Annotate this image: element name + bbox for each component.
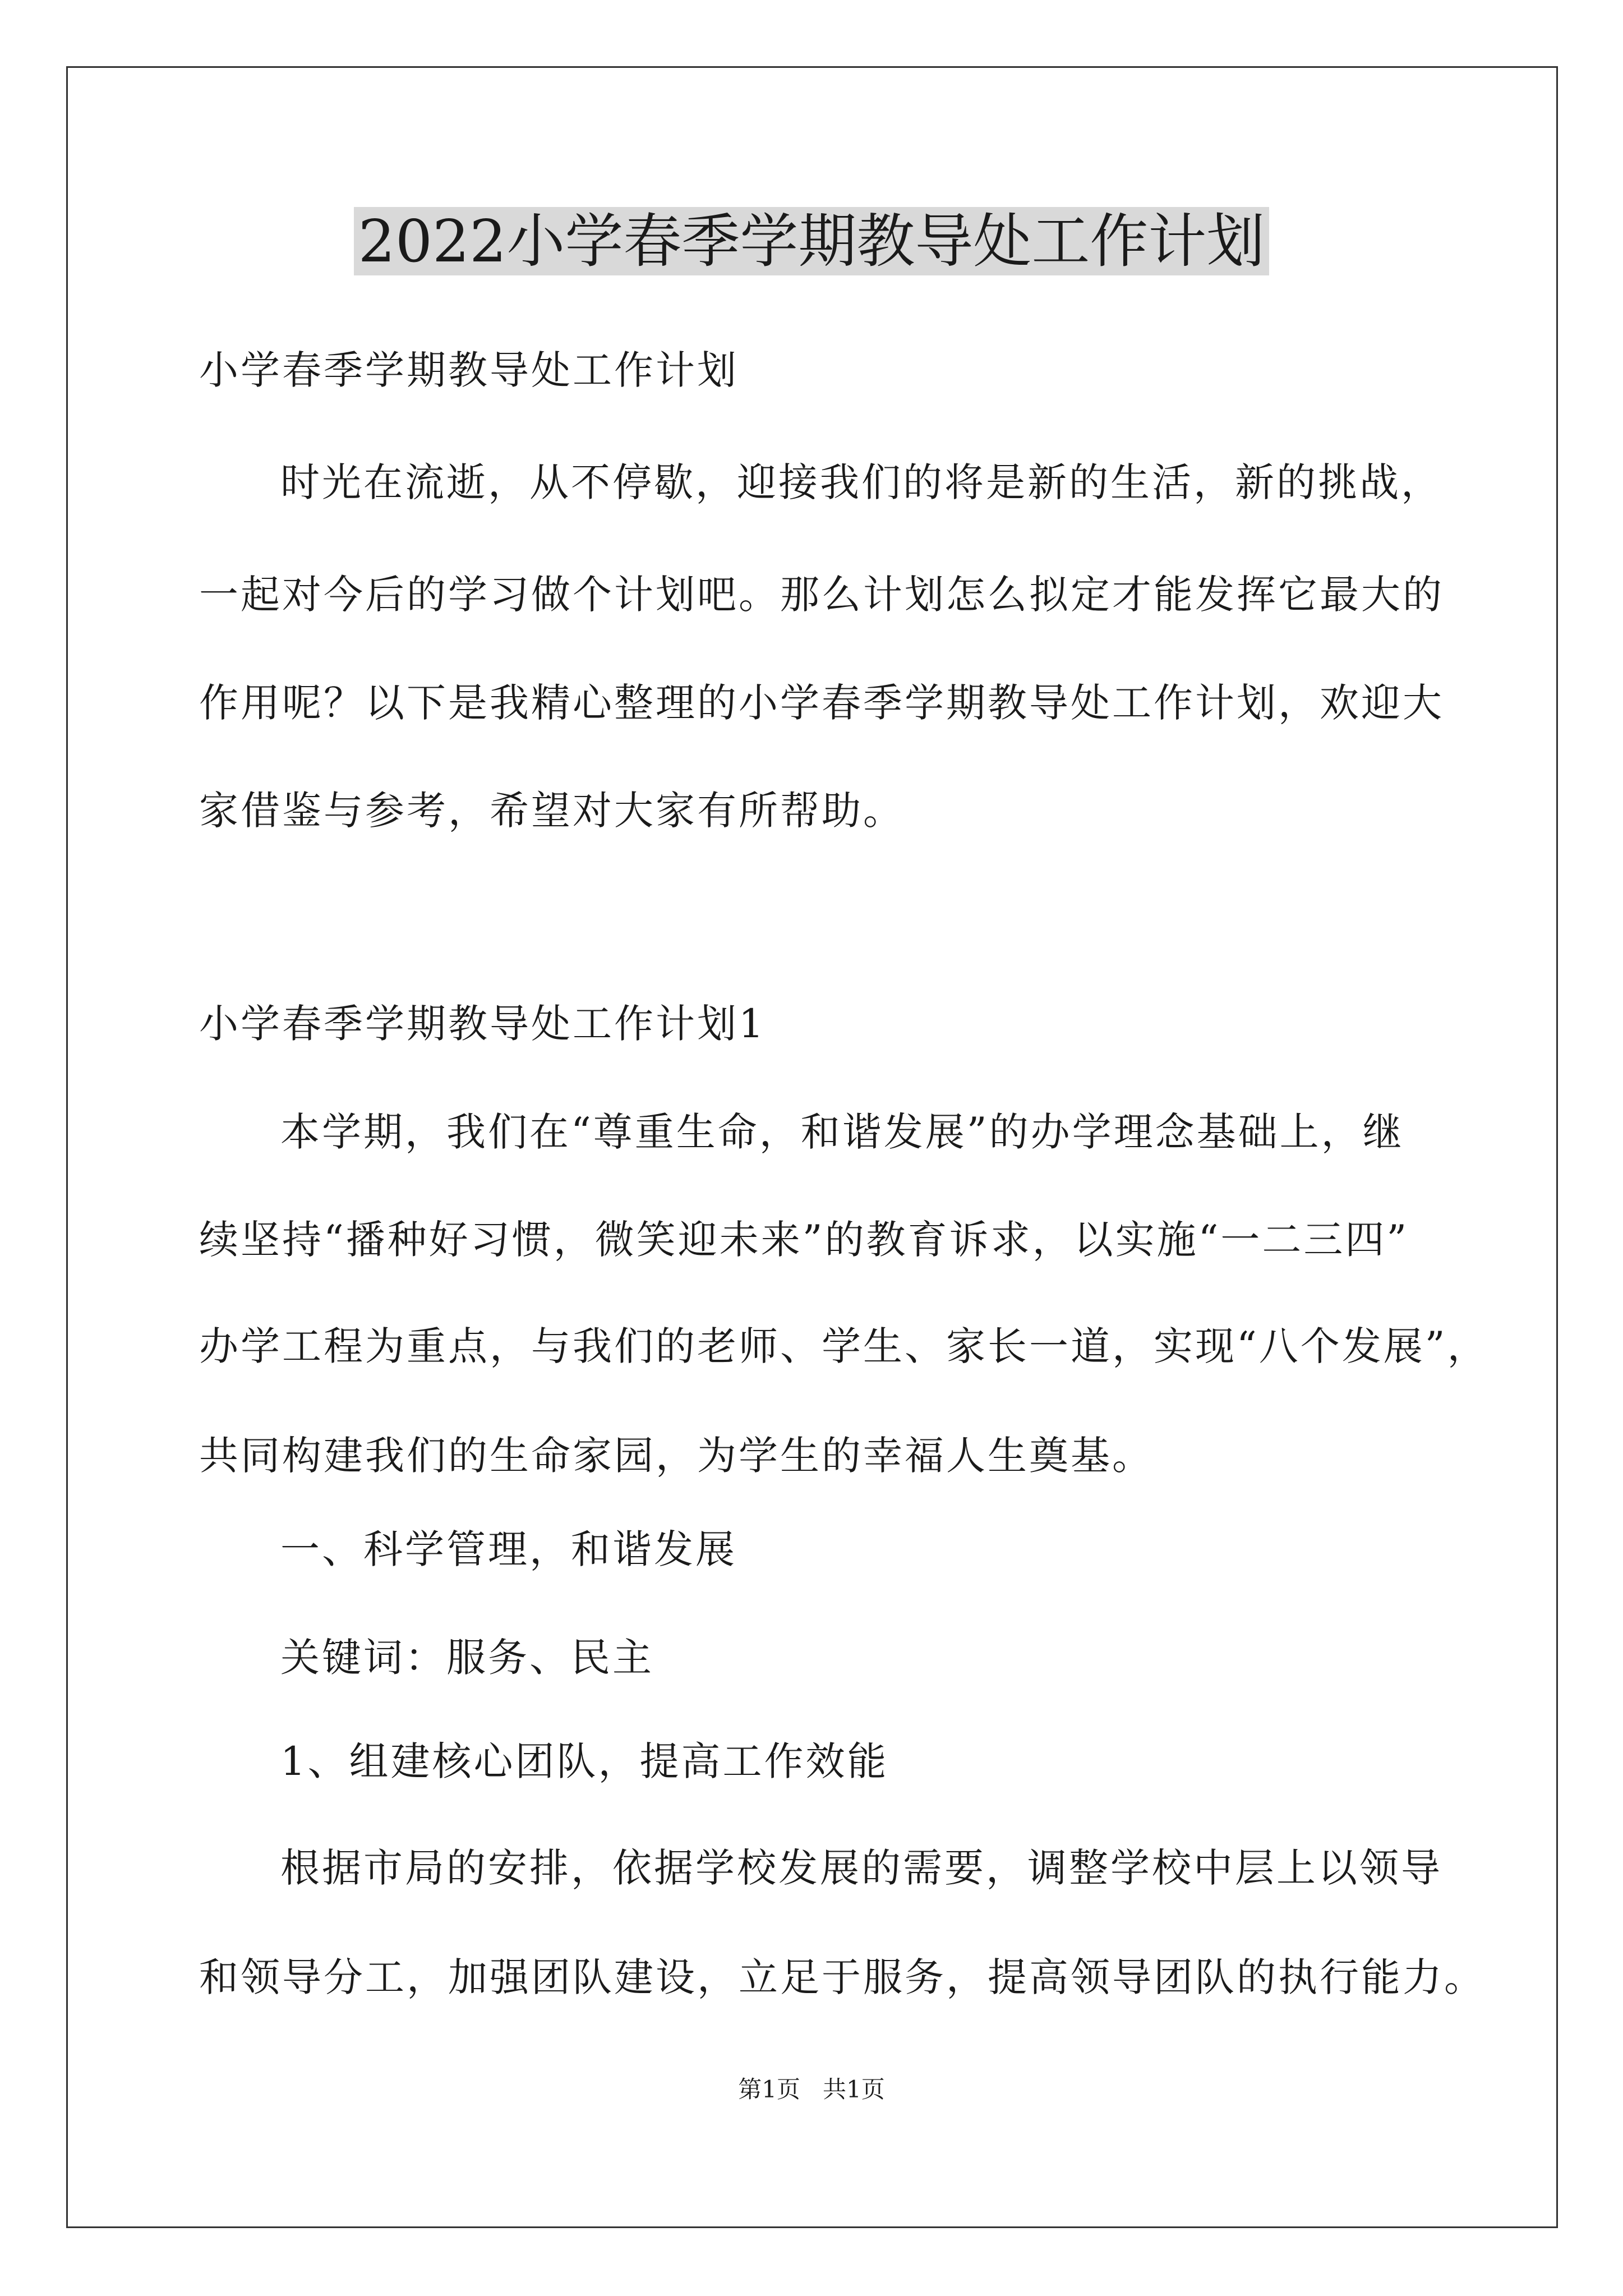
keywords-line: 关键词：服务、民主 (280, 1635, 654, 1681)
document-title-text: 2022小学春季学期教导处工作计划 (354, 207, 1270, 275)
paragraph-line: 续坚持“播种好习惯，微笑迎未来”的教育诉求，以实施“一二三四” (199, 1217, 1409, 1263)
paragraph-line: 根据市局的安排，依据学校发展的需要，调整学校中层上以领导 (280, 1845, 1442, 1891)
paragraph-line: 作用呢？以下是我精心整理的小学春季学期教导处工作计划，欢迎大 (199, 680, 1444, 726)
page-footer (0, 2073, 1623, 2106)
page-number-current: 第1页 (738, 2076, 800, 2103)
paragraph-line: 办学工程为重点，与我们的老师、学生、家长一道，实现“八个发展”， (199, 1323, 1489, 1369)
paragraph-line: 共同构建我们的生命家园，为学生的幸福人生奠基。 (199, 1433, 1154, 1479)
document-title (0, 199, 1623, 283)
section-heading: 小学春季学期教导处工作计划1 (199, 1001, 766, 1047)
item-heading: 1、组建核心团队，提高工作效能 (280, 1738, 889, 1784)
paragraph-line: 时光在流逝，从不停歇，迎接我们的将是新的生活，新的挑战， (280, 459, 1442, 505)
paragraph-line: 家借鉴与参考，希望对大家有所帮助。 (199, 788, 905, 834)
subsection-heading: 一、科学管理，和谐发展 (280, 1526, 737, 1572)
paragraph-line: 一起对今后的学习做个计划吧。那么计划怎么拟定才能发挥它最大的 (199, 572, 1444, 618)
subtitle-line: 小学春季学期教导处工作计划 (199, 347, 739, 393)
paragraph-line: 本学期，我们在“尊重生命，和谐发展”的办学理念基础上，继 (280, 1109, 1404, 1155)
paragraph-line: 和领导分工，加强团队建设，立足于服务，提高领导团队的执行能力。 (199, 1954, 1486, 2000)
page-number-total: 共1页 (823, 2076, 885, 2103)
